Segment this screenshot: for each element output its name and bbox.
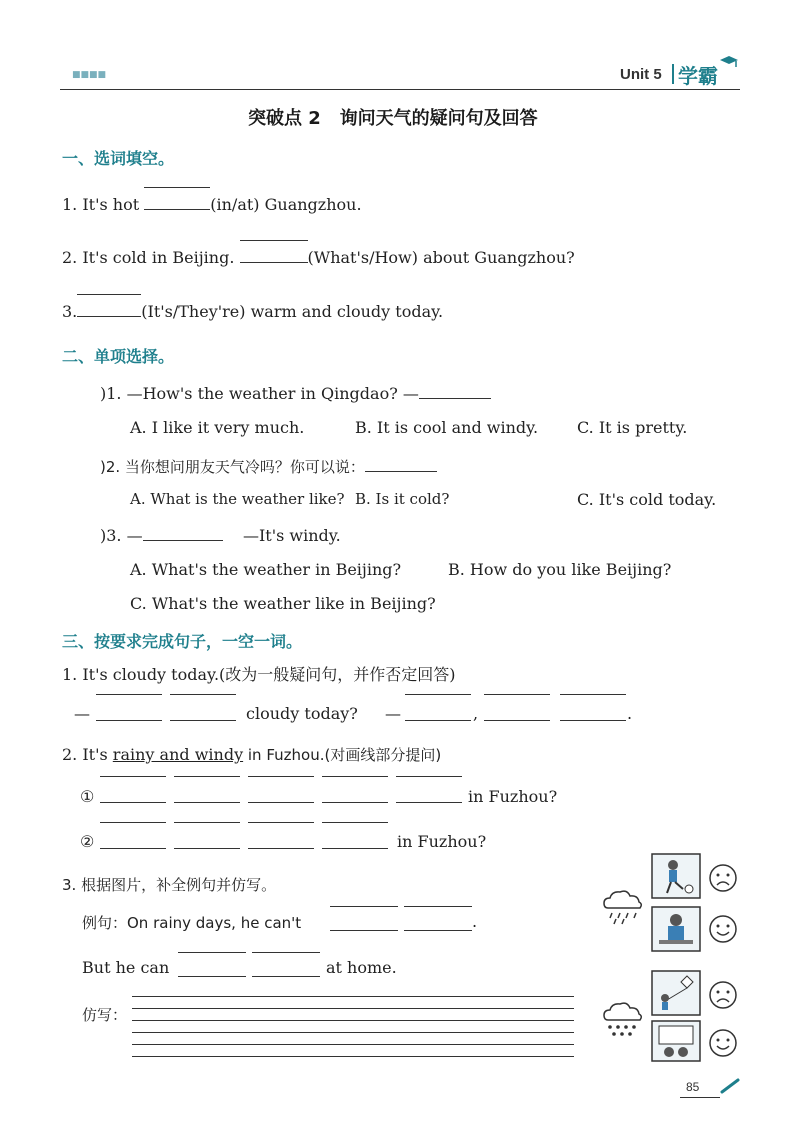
- s2-q1-stem: )1. —How's the weather in Qingdao? —: [100, 384, 419, 403]
- imitate-line-1[interactable]: [132, 996, 574, 997]
- s3-q1-dash1: —: [74, 704, 90, 723]
- reading-boy-picture: [651, 906, 701, 952]
- s3-but-b1[interactable]: [178, 976, 246, 977]
- s3-q2-marker1: ①: [80, 787, 95, 806]
- s2-q2-option-a[interactable]: A. What is the weather like?: [130, 490, 345, 508]
- rain-cloud-icon: [600, 888, 646, 926]
- s3-q2-l1-b3-top: [248, 776, 314, 777]
- s2-q3-blank[interactable]: [143, 524, 223, 541]
- s3-q1-period: .: [627, 704, 633, 723]
- s2-q2: [100, 455, 437, 477]
- snow-cloud-icon: [600, 1000, 646, 1040]
- s1-q1-post: (in/at) Guangzhou.: [210, 195, 362, 214]
- s3-q2-l2-b3-top: [248, 822, 314, 823]
- s2-q3-option-c[interactable]: C. What's the weather like in Beijing?: [130, 594, 436, 613]
- s2-q1-option-c[interactable]: C. It is pretty.: [577, 418, 688, 437]
- s3-ex-b1-top: [330, 906, 398, 907]
- s2-q1: [100, 382, 491, 403]
- s3-q1-comma: ,: [473, 704, 479, 723]
- s3-q2-l1-b4-top: [322, 776, 388, 777]
- s3-but-b1-top: [178, 952, 246, 953]
- s3-q1-blank4[interactable]: [484, 720, 550, 721]
- s3-q2-l1-b5-top: [396, 776, 462, 777]
- s2-q1-blank[interactable]: [419, 382, 491, 399]
- s3-q1-blank5[interactable]: [560, 720, 626, 721]
- s3-q1: 1. It's cloudy today.(改为一般疑问句，并作否定回答): [62, 665, 456, 684]
- s3-q1-blank2[interactable]: [170, 720, 236, 721]
- s3-q1-blank1[interactable]: [96, 720, 162, 721]
- s2-q3: [100, 524, 341, 545]
- header-unit: Unit 5: [620, 66, 662, 83]
- s3-ex-b1[interactable]: [330, 930, 398, 931]
- kite-boy-picture: [651, 970, 701, 1016]
- s3-q2-l1-b2[interactable]: [174, 802, 240, 803]
- header-rule: [60, 89, 740, 90]
- brand-logo: 学霸: [678, 64, 718, 88]
- imitate-line-6[interactable]: [132, 1056, 574, 1057]
- s1-q1: [62, 194, 362, 214]
- pencil-icon: [720, 1078, 740, 1094]
- page-number: 85: [686, 1080, 700, 1094]
- happy-face-icon-2: [708, 1028, 738, 1058]
- s3-q2-l1-b5[interactable]: [396, 802, 462, 803]
- s3-q2-l1-b1-top: [100, 776, 166, 777]
- happy-face-icon: [708, 914, 738, 944]
- s3-q2-l2-b4-top: [322, 822, 388, 823]
- s3-q1-dash2: —: [385, 704, 401, 723]
- s3-example-period: .: [472, 912, 478, 931]
- s3-imitate-label: 仿写：: [82, 1006, 128, 1024]
- page-title: 突破点 2 询问天气的疑问句及回答: [248, 108, 538, 129]
- s3-q2-l2-b4[interactable]: [322, 848, 388, 849]
- section2-heading: 二、单项选择。: [62, 347, 175, 366]
- section1-heading: 一、选词填空。: [62, 149, 175, 168]
- s3-q1-blank4-top: [484, 694, 550, 695]
- page-number-rule: [680, 1097, 720, 1098]
- graduation-cap-icon: [718, 54, 740, 70]
- s3-example: 例句：On rainy days, he can't: [82, 914, 302, 932]
- s2-q3-pre: )3. —: [100, 526, 143, 545]
- s1-q2-post: (What's/How) about Guangzhou?: [307, 248, 575, 267]
- s2-q2-blank[interactable]: [365, 455, 437, 472]
- s3-but-b2[interactable]: [252, 976, 320, 977]
- s3-but-b2-top: [252, 952, 320, 953]
- soccer-boy-picture: [651, 853, 701, 899]
- s1-q3-pre: 3.: [62, 302, 78, 321]
- s2-q2-stem: )2. 当你想问朋友天气冷吗？你可以说：: [100, 458, 365, 476]
- s2-q1-option-a[interactable]: A. I like it very much.: [130, 418, 305, 437]
- s3-q1-blank3[interactable]: [405, 720, 471, 721]
- s3-q2-l1-b4[interactable]: [322, 802, 388, 803]
- s1-q1-blank[interactable]: [144, 194, 210, 210]
- s3-q2-underlined: rainy and windy: [112, 745, 244, 764]
- s3-q2-l2-b2[interactable]: [174, 848, 240, 849]
- s3-q2-post: in Fuzhou.(对画线部分提问): [243, 746, 442, 764]
- s3-q2-l2-b2-top: [174, 822, 240, 823]
- s3-q3: 3. 根据图片，补全例句并仿写。: [62, 876, 277, 894]
- s1-q2-blank[interactable]: [240, 247, 308, 263]
- imitate-line-2[interactable]: [132, 1008, 574, 1009]
- s3-q2-l2-b1[interactable]: [100, 848, 166, 849]
- s3-q2-pre: 2. It's: [62, 745, 113, 764]
- imitate-line-5[interactable]: [132, 1044, 574, 1045]
- s3-but-post: at home.: [326, 958, 397, 977]
- section3-heading: 三、按要求完成句子，一空一词。: [62, 632, 303, 651]
- s3-q1-blank5-top: [560, 694, 626, 695]
- s3-q1-blank3-top: [405, 694, 471, 695]
- s3-q1-mid: cloudy today?: [246, 704, 358, 723]
- s3-ex-b2-top: [404, 906, 472, 907]
- s3-q1-blank1-top: [96, 694, 162, 695]
- s2-q2-option-c[interactable]: C. It's cold today.: [577, 490, 717, 509]
- s1-q3-post: (It's/They're) warm and cloudy today.: [141, 302, 444, 321]
- s1-q3-blank[interactable]: [77, 301, 141, 317]
- sad-face-icon: [708, 863, 738, 893]
- tv-watching-picture: [651, 1020, 701, 1062]
- s3-q2-marker2: ②: [80, 832, 95, 851]
- s1-q1-pre: 1. It's hot: [62, 195, 140, 214]
- s3-but: But he can: [82, 958, 170, 977]
- s3-q2-l2-b1-top: [100, 822, 166, 823]
- s1-q3: [62, 301, 443, 321]
- s3-ex-b2[interactable]: [404, 930, 472, 931]
- sad-face-icon-2: [708, 980, 738, 1010]
- header-left-mark: ■■■■: [72, 70, 107, 80]
- s3-q1-blank2-top: [170, 694, 236, 695]
- s2-q3-option-b[interactable]: B. How do you like Beijing?: [448, 560, 672, 579]
- s3-q2-l1-b1[interactable]: [100, 802, 166, 803]
- s2-q1-option-b[interactable]: B. It is cool and windy.: [355, 418, 539, 437]
- s3-q2: [62, 744, 441, 765]
- imitate-line-3[interactable]: [132, 1020, 574, 1021]
- s1-q2: [62, 247, 575, 267]
- imitate-line-4[interactable]: [132, 1032, 574, 1033]
- s3-q2-tail2: in Fuzhou?: [397, 832, 487, 851]
- s2-q3-post: —It's windy.: [242, 526, 341, 545]
- s2-q3-option-a[interactable]: A. What's the weather in Beijing?: [130, 560, 402, 579]
- s3-q2-l1-b2-top: [174, 776, 240, 777]
- s1-q2-pre: 2. It's cold in Beijing.: [62, 248, 235, 267]
- s3-q2-tail1: in Fuzhou?: [468, 787, 558, 806]
- s2-q2-option-b[interactable]: B. Is it cold?: [355, 490, 450, 508]
- s3-q2-l2-b3[interactable]: [248, 848, 314, 849]
- header-separator: [672, 64, 674, 84]
- s3-q2-l1-b3[interactable]: [248, 802, 314, 803]
